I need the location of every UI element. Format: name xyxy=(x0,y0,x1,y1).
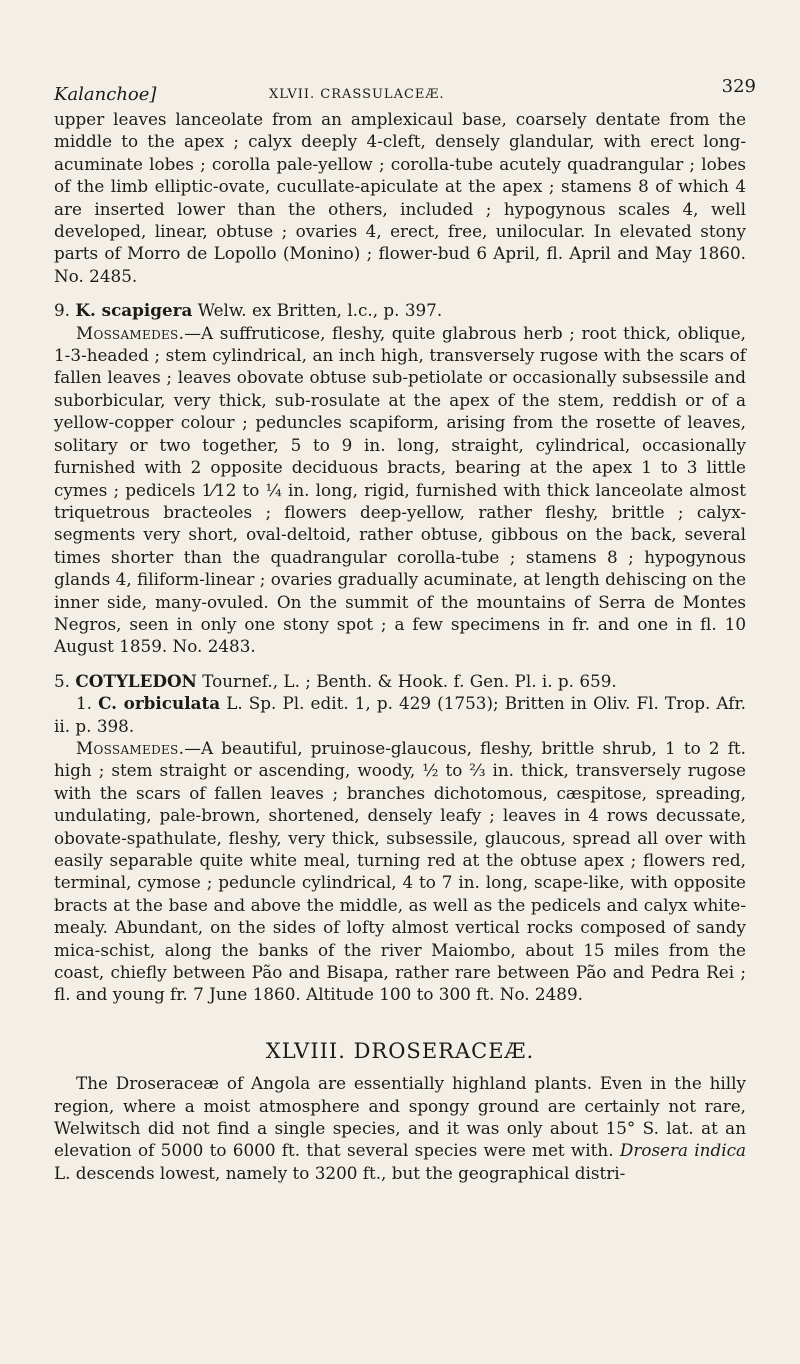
species-number: 9. xyxy=(54,300,71,321)
locality-label: Mossamedes. xyxy=(76,322,185,343)
genus-number: 5. xyxy=(54,670,71,691)
species-name: C. orbiculata xyxy=(98,693,221,714)
species-description-orbiculata xyxy=(54,737,746,1006)
running-head-section: XLVII. CRASSULACEÆ. xyxy=(269,87,445,102)
species-authority: Welw. ex Britten, l.c., p. 397. xyxy=(197,300,443,321)
species-entry-scapigera xyxy=(54,299,746,321)
genus-entry-cotyledon xyxy=(54,670,746,692)
running-head-genus: Kalanchoe] xyxy=(54,84,157,105)
genus-name: COTYLEDON xyxy=(75,670,197,691)
body-text xyxy=(54,108,746,1184)
species-name: K. scapigera xyxy=(75,300,193,321)
page-number: 329 xyxy=(721,76,756,97)
species-number: 1. xyxy=(76,693,93,714)
species-entry-orbiculata xyxy=(54,692,746,737)
genus-authority: Tournef., L. ; Benth. & Hook. f. Gen. Pl. i. p. 659. xyxy=(202,670,617,691)
description-text: —A suffruticose, fleshy, quite glabrous herb ; root thick, oblique, 1-3-headed ; stem cylindrical, an inch high, transversely rugose with the scars of fallen leaves ; leaves obovate obtuse sub-petiolate or occasionally subsessile and suborbicular, very thick, sub-rosulate at the apex of the stem, reddish or of a yellow-copper colour ; peduncles scapiform, arising from the rosette of leaves, solitary or two together, 5 to 9 in. long, straight, cylindrical, occasionally furnished with 2 opposite deciduous bracts, bearing at the apex 1 to 3 little cymes ; pedicels 1⁄12 to ¼ in. long, rigid, furnished with thick lanceolate almost triquetrous bracteoles ; flowers deep-yellow, rather fleshy, brittle ; calyx-segments very short, oval-deltoid, rather obtuse, gibbous on the back, several times shorter than the quadrangular corolla-tube ; stamens 8 ; hypogynous glands 4, filiform-linear ; ovaries gradually acuminate, at length dehiscing on the inner side, many-ovuled. On the summit of the mountains of Serra de Montes Negros, seen in only one stony spot ; a few specimens in fr. and one in fl. 10 August 1859. No. 2483. xyxy=(54,322,746,657)
family-text-part-1: The Droseraceæ of Angola are essentially highland plants. Even in the hilly region, where a moist atmosphere and spongy ground are certainly not rare, Welwitsch did not find a single species, and it was only about 15° S. lat. at an elevation of 5000 to 6000 ft. that several species were met with. xyxy=(54,1073,746,1161)
species-authority: L. Sp. Pl. edit. 1, p. 429 (1753); Britten in Oliv. Fl. Trop. Afr. ii. p. 398. xyxy=(54,693,746,736)
species-reference-drosera-indica: Drosera indica xyxy=(619,1140,746,1161)
species-description-scapigera xyxy=(54,322,746,658)
paragraph-continuation: upper leaves lanceolate from an amplexicaul base, coarsely dentate from the middle to the apex ; calyx deeply 4-cleft, densely glandular, with erect long-acuminate lobes ; corolla pale-yellow ; corolla-tube acutely quadrangular ; lobes of the limb elliptic-ovate, cucullate-apiculate at the apex ; stamens 8 of which 4 are inserted lower than the others, included ; hypogynous scales 4, well developed, linear, obtuse ; ovaries 4, erect, free, unilocular. In elevated stony parts of Morro de Lopollo (Monino) ; flower-bud 6 April, fl. April and May 1860. No. 2485. xyxy=(54,109,746,286)
running-head xyxy=(54,76,756,108)
family-introduction xyxy=(54,1072,746,1184)
description-text: —A beautiful, pruinose-glaucous, fleshy, brittle shrub, 1 to 2 ft. high ; stem straight or ascending, woody, ½ to ⅔ in. thick, transversely rugose with the scars of fallen leaves ; branches dichotomous, cæspitose, spreading, undulating, pale-brown, shortened, densely leafy ; leaves in 4 rows decussate, obovate-spathulate, fleshy, very thick, subsessile, glaucous, spread all over with easily separable quite white meal, turning red at the obtuse apex ; flowers red, terminal, cymose ; peduncle cylindrical, 4 to 7 in. long, scape-like, with opposite bracts at the base and above the middle, as well as the pedicels and calyx white-mealy. Abundant, on the sides of lofty almost vertical rocks composed of sandy mica-schist, along the banks of the river Maiombo, about 15 miles from the coast, chiefly between Pão and Bisapa, rather rare between Pão and Pedra Rei ; fl. and young fr. 7 June 1860. Altitude 100 to 300 ft. No. 2489. xyxy=(54,737,746,1005)
family-text-part-2: L. descends lowest, namely to 3200 ft., but the geographical distri- xyxy=(54,1162,626,1183)
family-heading: XLVIII. DROSERACEÆ. xyxy=(265,1038,535,1063)
locality-label: Mossamedes. xyxy=(76,737,185,758)
